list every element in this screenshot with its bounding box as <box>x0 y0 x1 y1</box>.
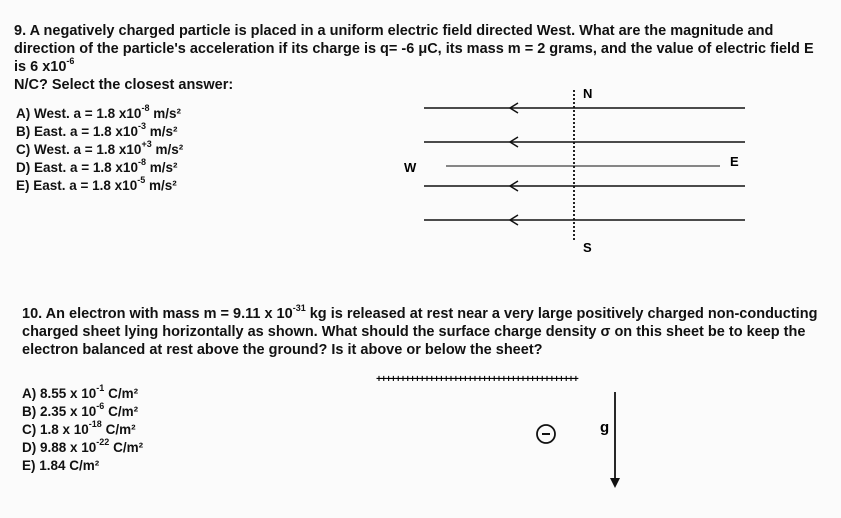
q9-option-a: A) West. a = 1.8 $x10^{-8}$ m/s² <box>16 103 181 121</box>
q10-sheet-diagram <box>370 368 730 498</box>
label-north: N <box>583 86 593 101</box>
q10-text-b: kg is released at rest near a very large positively charged non-conducting charged sheet lying horizontally as shown. What should the surface charge density σ on this sheet be to keep the electron balanced at rest above the ground? Is it above or below the sheet? <box>22 306 818 358</box>
q9-option-c: C) West. a = 1.8 $x10^{+3}$ m/s² <box>16 139 184 157</box>
charged-sheet: ++++++++++++++++++++++++++++++++++++++++++ <box>376 375 578 386</box>
q10-text-a: An electron with mass m = 9.11 x 10 <box>45 306 293 322</box>
q10-option-d: D) 9.88 x $10^{-22}$ C/m² <box>22 437 144 455</box>
q9-option-e: E) East. a = 1.8 $x10^{-5}$ m/s² <box>16 175 177 193</box>
gravity-label: g <box>600 419 610 436</box>
q9-option-d: D) East. a = 1.8 $x10^{-8}$ m/s² <box>16 157 178 175</box>
q10-option-e: E) 1.84 C/m² <box>22 458 100 473</box>
q10-exponent: -31 <box>292 303 306 313</box>
label-west: W <box>404 160 417 175</box>
label-south: S <box>583 240 592 255</box>
q9-text-tail: N/C? Select the closest answer: <box>14 77 234 93</box>
q9-options <box>16 105 183 195</box>
q10-option-a: A) 8.55 x $10^{-1}$ C/m² <box>22 383 139 401</box>
q10-number: 10. <box>22 306 43 322</box>
q9-number: 9. <box>14 23 27 39</box>
q9-option-b: B) East. a = 1.8 $x10^{-3}$ m/s² <box>16 121 178 139</box>
q9-exponent: -6 <box>66 56 75 66</box>
q10-option-b: B) 2.35 x $10^{-6}$ C/m² <box>22 401 139 419</box>
q9-text: A negatively charged particle is placed in a uniform electric field directed West. What are the magnitude and direction of the particle's acceleration if its charge is q= -6 μC, its mass m = 2 grams, and the value of electric field E is 6 x10 <box>14 23 814 75</box>
q10-option-c: C) 1.8 x $10^{-18}$ C/m² <box>22 419 136 437</box>
q10-question <box>22 305 827 359</box>
q10-options <box>22 385 143 475</box>
q9-field-diagram <box>390 80 770 260</box>
arrow-down-icon <box>610 478 620 488</box>
label-east: E <box>730 154 739 169</box>
